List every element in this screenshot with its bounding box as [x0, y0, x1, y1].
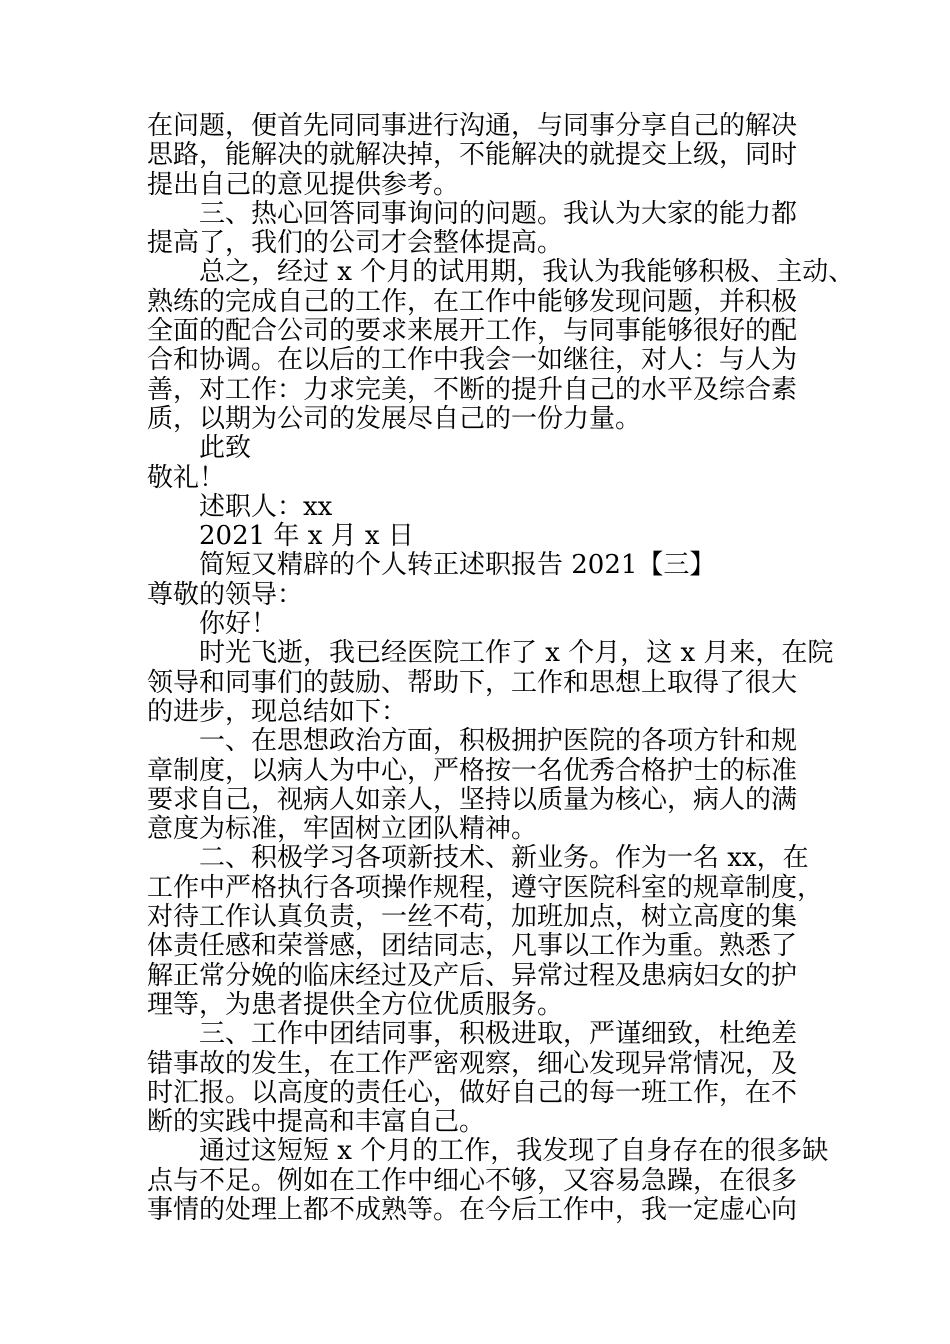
document-line: 错事故的发生，在工作严密观察，细心发现异常情况，及: [147, 1048, 798, 1079]
document-line: 善，对工作：力求完美，不断的提升自己的水平及综合素: [147, 374, 798, 405]
document-line: 体责任感和荣誉感，团结同志，凡事以工作为重。熟悉了: [147, 931, 798, 962]
document-line: 此致: [199, 433, 252, 464]
document-line: 二、积极学习各项新技术、新业务。作为一名 xx，在: [199, 843, 809, 874]
document-line: 在问题，便首先同同事进行沟通，与同事分享自己的解决: [147, 111, 798, 141]
document-line: 对待工作认真负责，一丝不苟，加班加点，树立高度的集: [147, 902, 798, 933]
document-line: 简短又精辟的个人转正述职报告 2021【三】: [199, 550, 716, 581]
document-line: 工作中严格执行各项操作规程，遵守医院科室的规章制度，: [147, 872, 824, 903]
document-line: 的进步，现总结如下：: [147, 696, 408, 727]
document-line: 理等，为患者提供全方位优质服务。: [147, 989, 564, 1020]
document-line: 三、热心回答同事询问的问题。我认为大家的能力都: [199, 198, 798, 229]
document-line: 熟练的完成自己的工作，在工作中能够发现问题，并积极: [147, 286, 798, 317]
document-line: 领导和同事们的鼓励、帮助下，工作和思想上取得了很大: [147, 667, 798, 698]
document-line: 事情的处理上都不成熟等。在今后工作中，我一定虚心向: [147, 1194, 798, 1225]
document-line: 时光飞逝，我已经医院工作了 x 个月，这 x 月来，在院: [199, 638, 834, 669]
document-line: 提出自己的意见提供参考。: [147, 169, 460, 200]
document-line: 总之，经过 x 个月的试用期，我认为我能够积极、主动、: [199, 257, 855, 288]
document-line: 时汇报。以高度的责任心，做好自己的每一班工作，在不: [147, 1077, 798, 1108]
document-line: 要求自己，视病人如亲人，坚持以质量为核心，病人的满: [147, 784, 798, 815]
document-line: 章制度，以病人为中心，严格按一名优秀合格护士的标准: [147, 755, 798, 786]
document-line: 思路，能解决的就解决掉，不能解决的就提交上级，同时: [147, 140, 798, 171]
document-line: 一、在思想政治方面，积极拥护医院的各项方针和规: [199, 726, 798, 757]
document-line: 你好！: [199, 609, 278, 640]
document-line: 解正常分娩的临床经过及产后、异常过程及患病妇女的护: [147, 960, 798, 991]
document-line: 断的实践中提高和丰富自己。: [147, 1107, 486, 1138]
document-line: 尊敬的领导：: [147, 579, 304, 610]
document-line: 质，以期为公司的发展尽自己的一份力量。: [147, 403, 642, 434]
document-body: [147, 111, 855, 1225]
document-line: 敬礼！: [147, 462, 226, 493]
document-line: 通过这短短 x 个月的工作，我发现了自身存在的很多缺: [199, 1136, 829, 1167]
document-line: 述职人：xx: [199, 491, 333, 522]
document-line: 意度为标准，牢固树立团队精神。: [147, 814, 538, 845]
document-line: 三、工作中团结同事，积极进取，严谨细致，杜绝差: [199, 1019, 798, 1050]
document-line: 2021 年 x 月 x 日: [199, 521, 414, 552]
document-line: 提高了，我们的公司才会整体提高。: [147, 228, 564, 259]
document-line: 合和协调。在以后的工作中我会一如继往，对人：与人为: [147, 345, 798, 376]
document-line: 全面的配合公司的要求来展开工作，与同事能够很好的配: [147, 316, 798, 347]
document-line: 点与不足。例如在工作中细心不够，又容易急躁，在很多: [147, 1165, 798, 1196]
